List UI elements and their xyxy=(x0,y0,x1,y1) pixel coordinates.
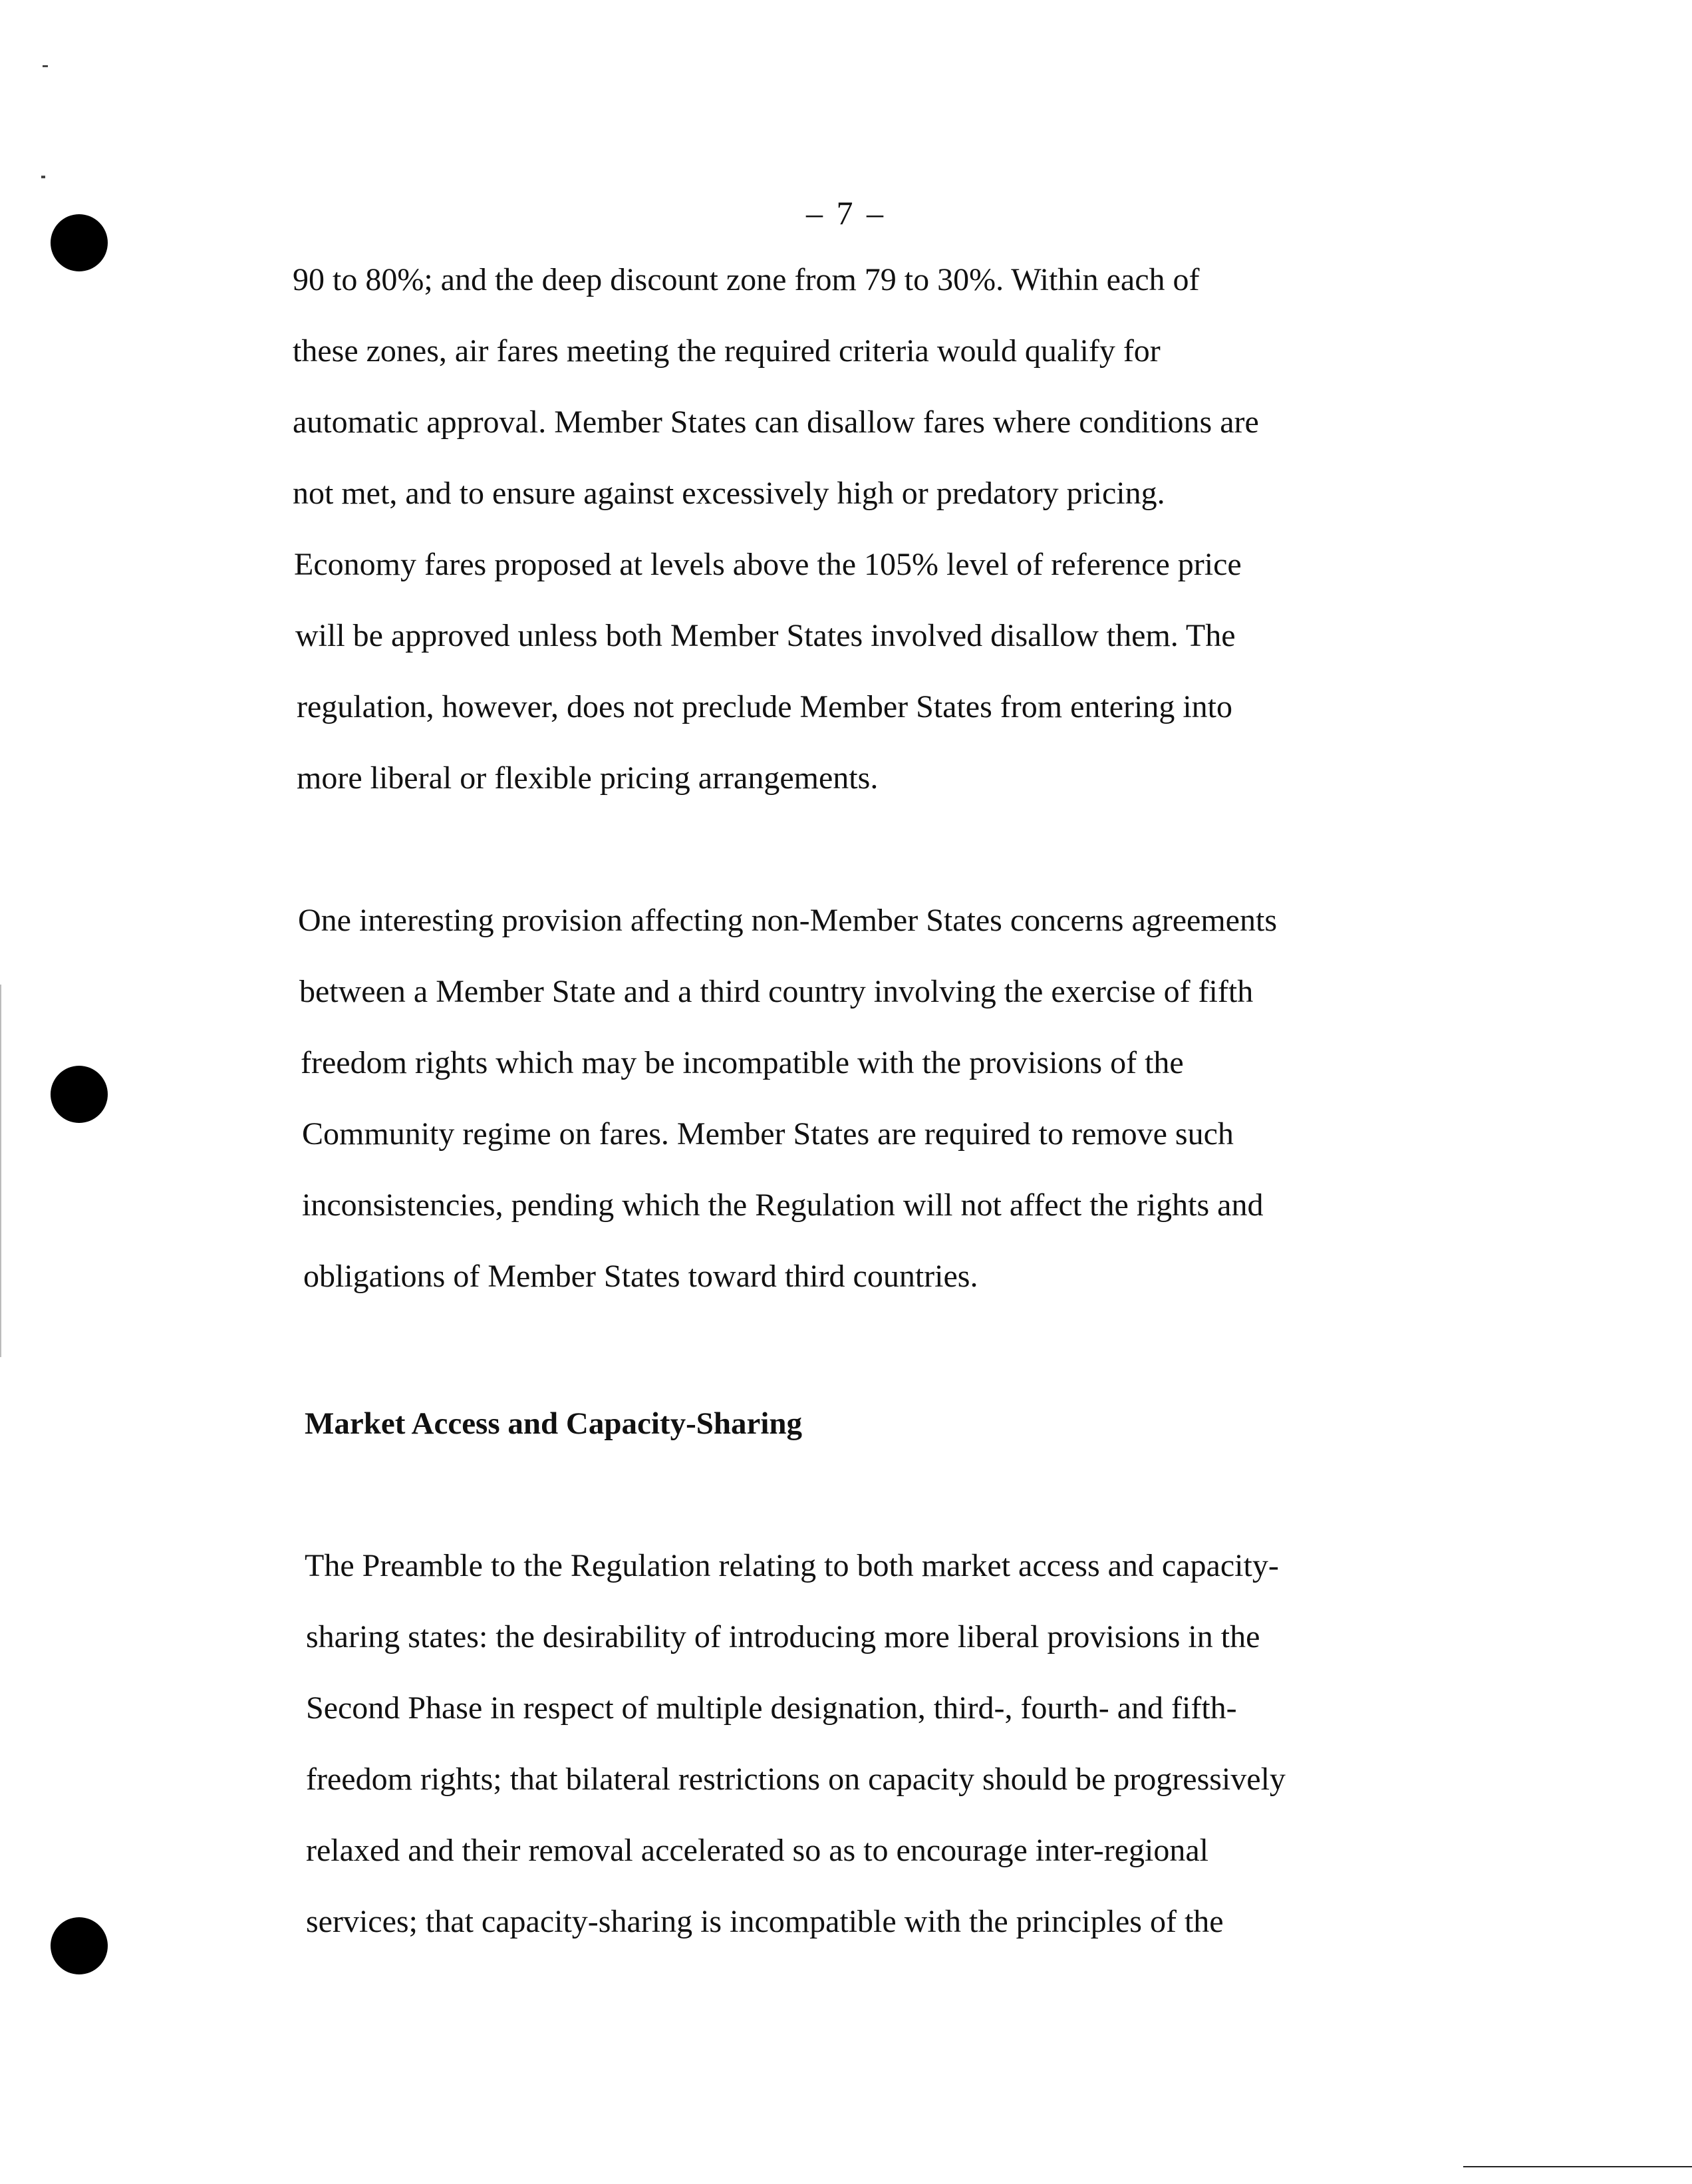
paragraph-2-line: obligations of Member States toward third countries. xyxy=(303,1259,978,1294)
scan-speck xyxy=(41,176,45,178)
paragraph-3-line: services; that capacity-sharing is incompatible with the principles of the xyxy=(306,1904,1224,1939)
paragraph-3-line: The Preamble to the Regulation relating to both market access and capacity- xyxy=(305,1548,1279,1583)
scan-edge-line xyxy=(0,985,1,1357)
paragraph-3-line: sharing states: the desirability of introducing more liberal provisions in the xyxy=(306,1619,1260,1654)
punch-hole-middle xyxy=(51,1066,108,1123)
punch-hole-bottom xyxy=(51,1917,108,1974)
paragraph-2-line: between a Member State and a third country involving the exercise of fifth xyxy=(299,974,1254,1009)
paragraph-1-line: more liberal or flexible pricing arrangements. xyxy=(297,760,879,796)
paragraph-2-line: One interesting provision affecting non-Member States concerns agreements xyxy=(298,903,1277,938)
paragraph-3-line: Second Phase in respect of multiple designation, third-, fourth- and fifth- xyxy=(306,1690,1237,1726)
paragraph-1-line: 90 to 80%; and the deep discount zone from 79 to 30%. Within each of xyxy=(293,262,1200,297)
paragraph-2-line: inconsistencies, pending which the Regulation will not affect the rights and xyxy=(302,1187,1264,1223)
paragraph-1-line: these zones, air fares meeting the required criteria would qualify for xyxy=(293,333,1161,369)
scan-bottom-line xyxy=(1463,2166,1692,2167)
paragraph-1-line: will be approved unless both Member States involved disallow them. The xyxy=(295,618,1236,653)
paragraph-3-line: freedom rights; that bilateral restrictions on capacity should be progressively xyxy=(306,1762,1286,1797)
scan-speck xyxy=(43,65,48,67)
section-heading: Market Access and Capacity-Sharing xyxy=(305,1406,803,1441)
paragraph-1-line: automatic approval. Member States can disallow fares where conditions are xyxy=(293,404,1259,440)
paragraph-1-line: Economy fares proposed at levels above the 105% level of reference price xyxy=(294,547,1242,582)
page-number: – 7 – xyxy=(806,194,886,232)
paragraph-1-line: regulation, however, does not preclude Member States from entering into xyxy=(297,689,1232,724)
paragraph-2-line: Community regime on fares. Member States are required to remove such xyxy=(302,1116,1234,1152)
paragraph-2-line: freedom rights which may be incompatible with the provisions of the xyxy=(301,1045,1184,1080)
paragraph-3-line: relaxed and their removal accelerated so as to encourage inter-regional xyxy=(306,1833,1209,1868)
paragraph-1-line: not met, and to ensure against excessively high or predatory pricing. xyxy=(293,476,1165,511)
